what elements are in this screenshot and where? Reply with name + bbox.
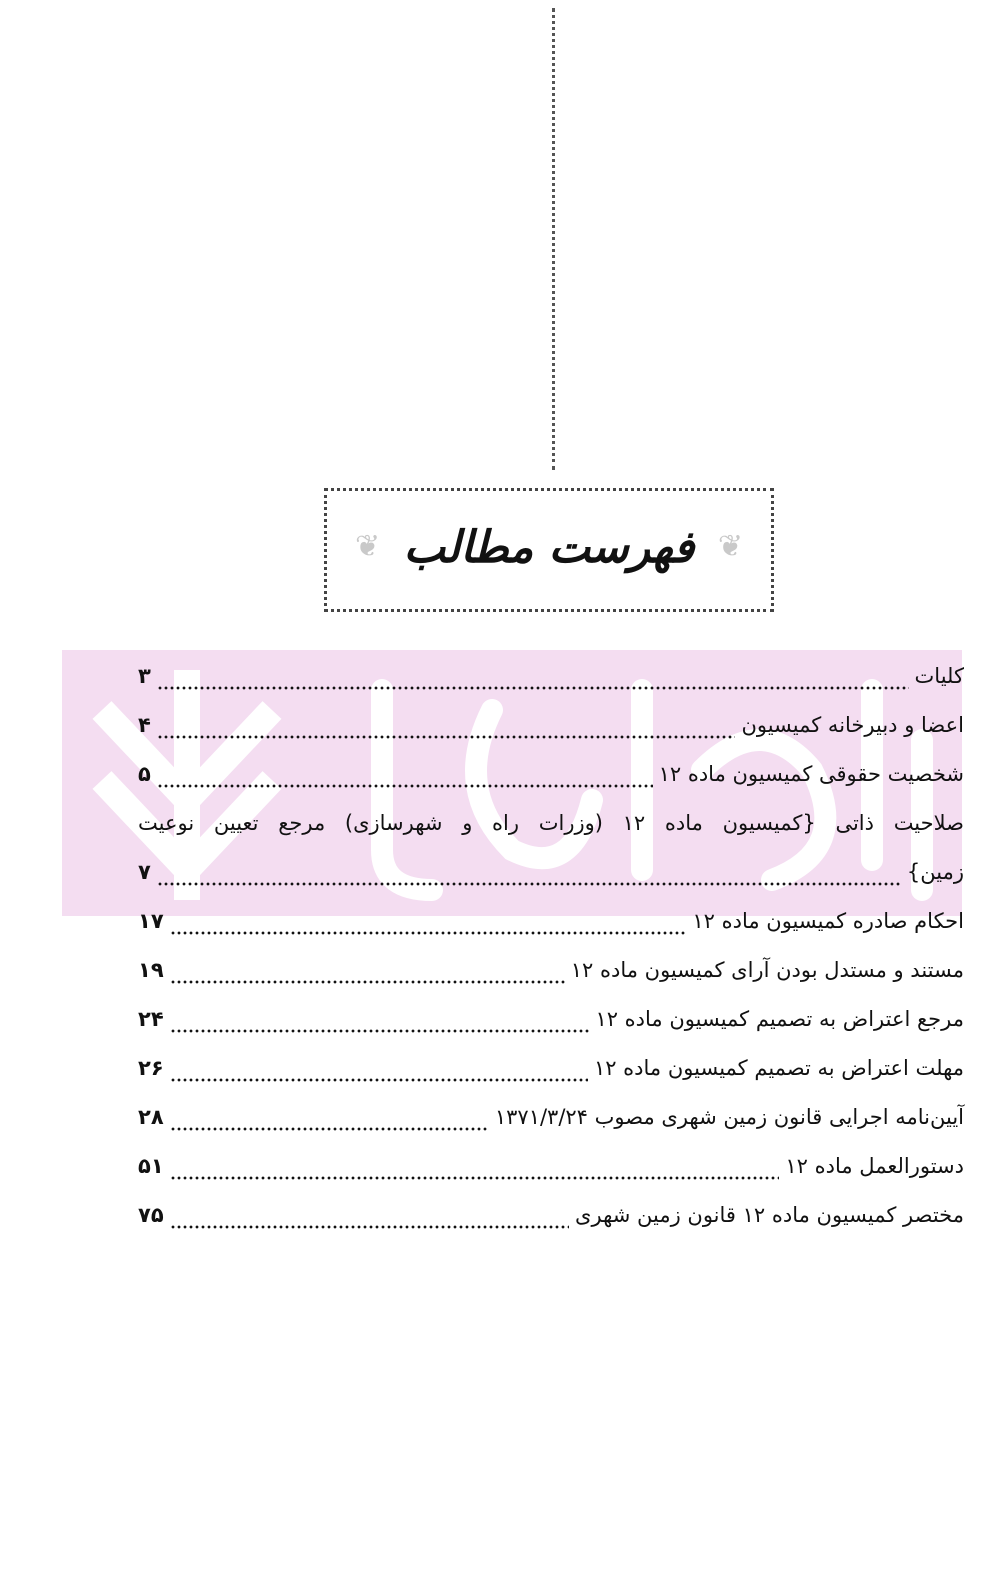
toc-page-number: ۳ bbox=[138, 664, 151, 688]
toc-page-number: ۱۹ bbox=[138, 958, 164, 982]
leader-dots bbox=[157, 848, 901, 897]
toc-row bbox=[138, 995, 964, 1044]
leader-dots bbox=[170, 946, 565, 995]
toc-label: صلاحیت ذاتی {کمیسیون ماده ۱۲ (وزرات راه و شهرسازی) مرجع تعیین نوعیت bbox=[138, 811, 964, 835]
toc-row bbox=[138, 897, 964, 946]
leader-dots bbox=[170, 995, 590, 1044]
toc-row bbox=[138, 1191, 964, 1240]
leader-dots bbox=[170, 897, 687, 946]
toc-row bbox=[138, 848, 964, 897]
title-frame bbox=[324, 488, 774, 612]
leader-dots bbox=[157, 750, 653, 799]
toc-page-number: ۱۷ bbox=[138, 909, 164, 933]
toc-label: دستورالعمل ماده ۱۲ bbox=[785, 1154, 964, 1178]
vertical-ornament-line bbox=[552, 8, 555, 470]
toc-row bbox=[138, 799, 964, 848]
left-ornament-icon: ❦ bbox=[355, 529, 381, 564]
toc-label: اعضا و دبیرخانه کمیسیون bbox=[741, 713, 964, 737]
leader-dots bbox=[170, 1142, 780, 1191]
toc-page-number: ۲۴ bbox=[138, 1007, 164, 1031]
leader-dots bbox=[157, 652, 909, 701]
toc-row bbox=[138, 652, 964, 701]
page-title: فهرست مطالب bbox=[403, 521, 695, 573]
toc-row bbox=[138, 701, 964, 750]
toc-label: زمین} bbox=[906, 860, 964, 884]
toc-page-number: ۴ bbox=[138, 713, 151, 737]
toc-page-number: ۲۸ bbox=[138, 1105, 164, 1129]
toc-row bbox=[138, 1142, 964, 1191]
toc-label: آیین‌نامه اجرایی قانون زمین شهری مصوب ۱۳۷۱/۳/۲۴ bbox=[494, 1105, 964, 1129]
toc-page-number: ۵۱ bbox=[138, 1154, 164, 1178]
toc-label: احکام صادره کمیسیون ماده ۱۲ bbox=[692, 909, 964, 933]
toc-page-number: ۷۵ bbox=[138, 1203, 164, 1227]
toc-row bbox=[138, 946, 964, 995]
toc-label: مهلت اعتراض به تصمیم کمیسیون ماده ۱۲ bbox=[593, 1056, 964, 1080]
toc-label: شخصیت حقوقی کمیسیون ماده ۱۲ bbox=[658, 762, 964, 786]
toc-label: مستند و مستدل بودن آرای کمیسیون ماده ۱۲ bbox=[570, 958, 964, 982]
leader-dots bbox=[170, 1044, 588, 1093]
toc-page-number: ۷ bbox=[138, 860, 151, 884]
toc-row bbox=[138, 1093, 964, 1142]
toc-row bbox=[138, 750, 964, 799]
toc-label: مرجع اعتراض به تصمیم کمیسیون ماده ۱۲ bbox=[595, 1007, 964, 1031]
leader-dots bbox=[170, 1191, 569, 1240]
toc-label: کلیات bbox=[914, 664, 964, 688]
leader-dots bbox=[170, 1093, 489, 1142]
toc-page-number: ۲۶ bbox=[138, 1056, 164, 1080]
toc-label: مختصر کمیسیون ماده ۱۲ قانون زمین شهری bbox=[575, 1203, 964, 1227]
table-of-contents bbox=[138, 652, 964, 1240]
right-ornament-icon: ❦ bbox=[717, 529, 743, 564]
leader-dots bbox=[157, 701, 736, 750]
toc-row bbox=[138, 1044, 964, 1093]
toc-page-number: ۵ bbox=[138, 762, 151, 786]
